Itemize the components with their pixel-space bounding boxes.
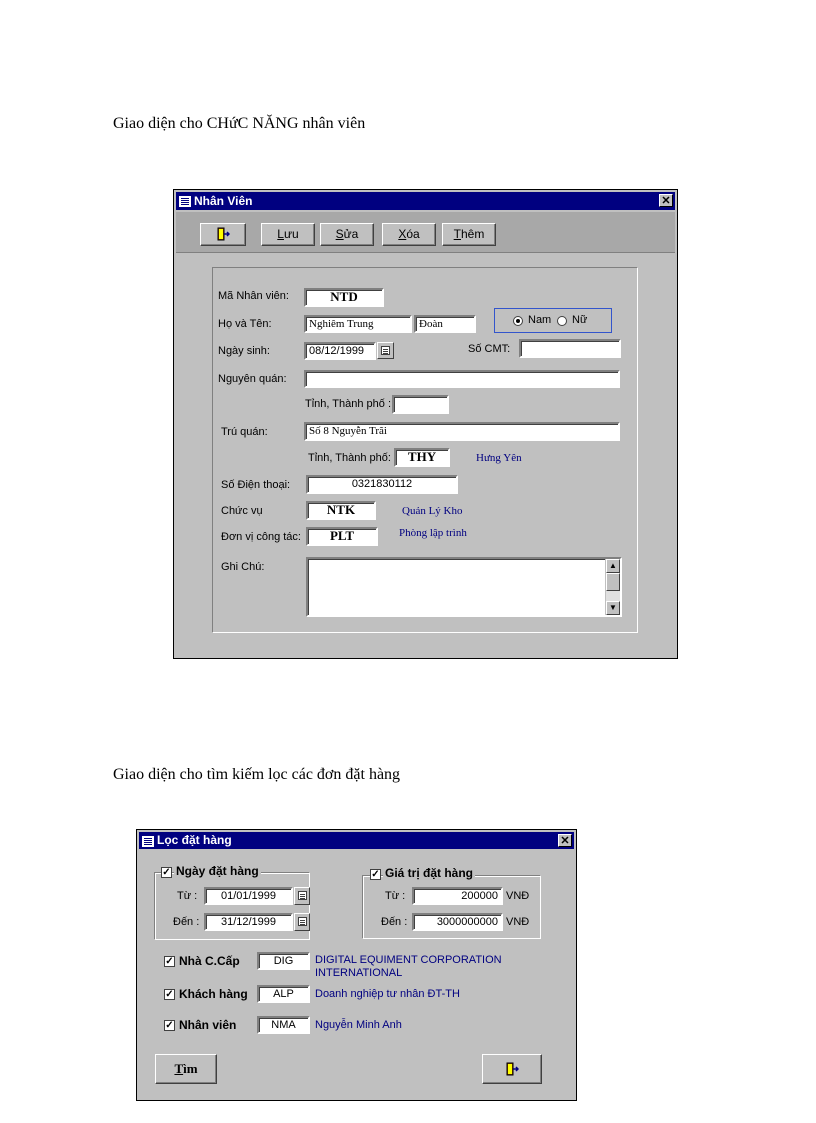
birth-date-field[interactable]: 08/12/1999 xyxy=(304,342,376,360)
residence-province-name: Hưng Yên xyxy=(476,452,522,464)
exit-door-icon xyxy=(216,227,230,241)
position-code-field[interactable]: NTK xyxy=(306,501,376,520)
first-name-field[interactable]: Đoàn xyxy=(414,315,476,333)
filter-window xyxy=(136,829,577,1101)
calendar-icon[interactable] xyxy=(377,342,394,359)
delete-label: óa xyxy=(406,227,420,241)
supplier-name-line1: DIGITAL EQUIMENT CORPORATION xyxy=(315,954,502,966)
save-mnemonic: L xyxy=(277,227,284,241)
exit-button[interactable] xyxy=(200,223,246,246)
hometown-label: Nguyên quán: xyxy=(218,373,287,385)
employee-name: Nguyễn Minh Anh xyxy=(315,1019,402,1031)
date-from-label: Từ : xyxy=(177,890,198,902)
order-value-checkbox[interactable]: ✓ xyxy=(371,869,380,880)
date-to-field[interactable]: 31/12/1999 xyxy=(204,913,293,931)
save-label: ưu xyxy=(283,227,299,241)
residence-province-code-field[interactable]: THY xyxy=(394,448,450,467)
caption-filter-ui: Giao diện cho tìm kiếm lọc các đơn đặt hàng xyxy=(113,766,401,783)
residence-province-label: Tỉnh, Thành phố: xyxy=(308,452,391,464)
date-to-label: Đến : xyxy=(173,916,200,928)
order-date-label: Ngày đặt hàng xyxy=(176,864,259,878)
form-icon xyxy=(179,196,191,207)
exit-door-icon xyxy=(505,1062,519,1076)
employee-label: Nhân viên xyxy=(179,1018,237,1032)
department-name: Phòng lập trình xyxy=(399,527,467,539)
calendar-icon[interactable] xyxy=(294,887,310,905)
gender-female-label: Nữ xyxy=(572,314,588,326)
id-card-field[interactable] xyxy=(519,339,621,358)
edit-mnemonic: S xyxy=(335,227,344,241)
gender-male-label: Nam xyxy=(528,314,552,326)
form-icon xyxy=(142,836,154,847)
search-mnemonic: T xyxy=(174,1061,184,1076)
hometown-province-label: Tỉnh, Thành phố : xyxy=(305,398,392,410)
date-from-field[interactable]: 01/01/1999 xyxy=(204,887,293,905)
delete-button[interactable] xyxy=(382,223,436,246)
employee-window-titlebar xyxy=(176,192,675,210)
employee-code-field[interactable]: NMA xyxy=(257,1016,310,1034)
calendar-icon[interactable] xyxy=(294,913,310,931)
notes-label: Ghi Chú: xyxy=(221,561,265,573)
save-button[interactable] xyxy=(261,223,315,246)
close-button[interactable]: ✕ xyxy=(659,194,673,207)
employee-id-field[interactable]: NTD xyxy=(304,288,384,307)
supplier-name-line2: INTERNATIONAL xyxy=(315,967,403,979)
employee-window xyxy=(173,189,678,659)
caption-employee-ui: Giao diện cho CHứC NĂNG nhân viên xyxy=(113,115,366,132)
exit-button[interactable] xyxy=(482,1054,542,1084)
employee-checkbox[interactable]: ✓ xyxy=(165,1020,174,1031)
customer-label: Khách hàng xyxy=(179,987,248,1001)
add-label: hêm xyxy=(461,227,485,241)
hometown-province-field[interactable] xyxy=(392,395,449,414)
add-button[interactable] xyxy=(442,223,496,246)
filter-window-title: Lọc đặt hàng xyxy=(157,833,232,847)
phone-field[interactable]: 0321830112 xyxy=(306,475,458,494)
order-value-label: Giá trị đặt hàng xyxy=(385,866,474,880)
search-label: ìm xyxy=(183,1061,198,1076)
full-name-label: Họ và Tên: xyxy=(218,318,272,330)
filter-window-titlebar xyxy=(139,832,574,849)
position-label: Chức vụ xyxy=(221,505,263,517)
last-name-field[interactable]: Nghiêm Trung xyxy=(304,315,412,333)
employee-window-title: Nhân Viên xyxy=(194,194,253,208)
hometown-field[interactable] xyxy=(304,370,620,388)
position-name: Quản Lý Kho xyxy=(402,505,463,517)
residence-field[interactable]: Số 8 Nguyễn Trãi xyxy=(304,422,620,441)
phone-label: Số Điện thoại: xyxy=(221,479,291,491)
edit-label: ửa xyxy=(343,227,359,241)
order-date-checkbox[interactable]: ✓ xyxy=(162,867,171,878)
customer-name: Doanh nghiệp tư nhân ĐT-TH xyxy=(315,988,460,1000)
gender-male-radio[interactable] xyxy=(513,316,523,326)
supplier-checkbox[interactable]: ✓ xyxy=(165,956,174,967)
customer-checkbox[interactable]: ✓ xyxy=(165,989,174,1000)
employee-id-label: Mã Nhân viên: xyxy=(218,290,289,302)
edit-button[interactable] xyxy=(320,223,374,246)
notes-textarea[interactable] xyxy=(306,557,622,617)
close-button[interactable]: ✕ xyxy=(558,834,572,847)
value-to-field[interactable]: 3000000000 xyxy=(412,913,503,931)
id-card-label: Số CMT: xyxy=(468,343,511,355)
supplier-label: Nhà C.Cấp xyxy=(179,954,240,968)
gender-group xyxy=(494,308,612,333)
residence-label: Trú quán: xyxy=(221,426,268,438)
value-from-label: Từ : xyxy=(385,890,406,902)
value-from-currency: VNĐ xyxy=(506,890,530,902)
notes-scrollbar[interactable] xyxy=(605,559,620,615)
delete-mnemonic: X xyxy=(398,227,407,241)
toolbar xyxy=(176,212,675,253)
birth-date-label: Ngày sinh: xyxy=(218,345,270,357)
search-button[interactable] xyxy=(155,1054,217,1084)
scroll-down-icon[interactable]: ▼ xyxy=(606,601,620,615)
value-from-field[interactable]: 200000 xyxy=(412,887,503,905)
scroll-thumb[interactable] xyxy=(606,573,620,591)
supplier-code-field[interactable]: DIG xyxy=(257,952,310,970)
department-code-field[interactable]: PLT xyxy=(306,527,378,546)
add-mnemonic: T xyxy=(453,227,461,241)
customer-code-field[interactable]: ALP xyxy=(257,985,310,1003)
scroll-up-icon[interactable]: ▲ xyxy=(606,559,620,573)
value-to-currency: VNĐ xyxy=(506,916,530,928)
department-label: Đơn vị công tác: xyxy=(221,531,301,543)
value-to-label: Đến : xyxy=(381,916,408,928)
gender-female-radio[interactable] xyxy=(557,316,567,326)
